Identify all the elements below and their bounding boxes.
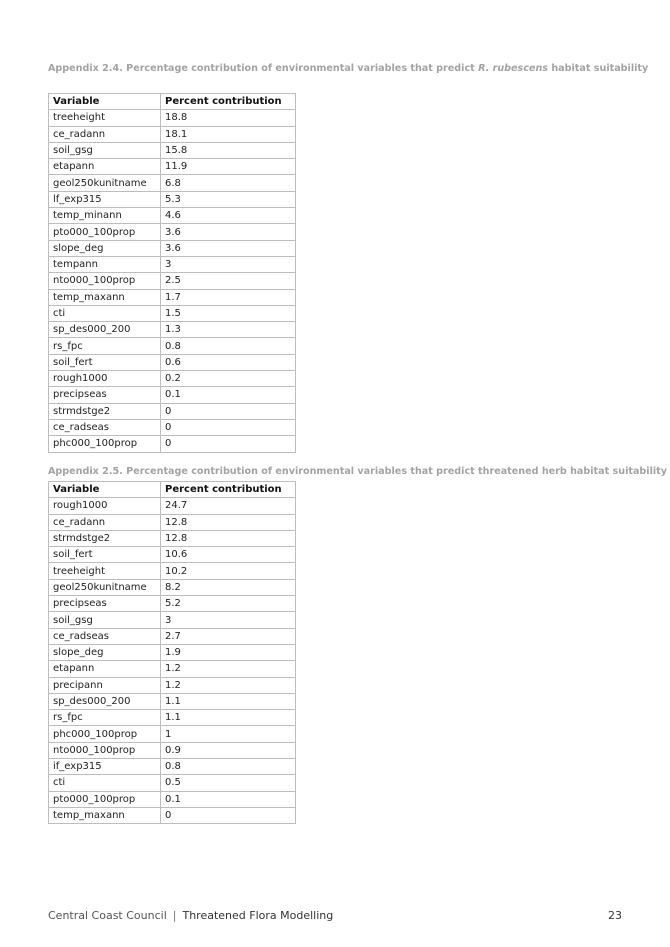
table-row — [49, 547, 296, 563]
appendix-2-5-table — [48, 481, 296, 824]
variable-cell: precipann — [49, 677, 161, 693]
table-row — [49, 159, 296, 175]
percent-cell: 3.6 — [161, 224, 296, 240]
variable-cell: temp_maxann — [49, 807, 161, 823]
variable-cell: slope_deg — [49, 240, 161, 256]
table-row — [49, 661, 296, 677]
table-row — [49, 338, 296, 354]
table-row — [49, 436, 296, 452]
variable-cell: phc000_100prop — [49, 726, 161, 742]
table-row — [49, 530, 296, 546]
variable-cell: geol250kunitname — [49, 175, 161, 191]
percent-cell: 0 — [161, 403, 296, 419]
appendix-2-5-caption: Appendix 2.5. Percentage contribution of environmental variables that predict threatened herb habitat suitability — [48, 466, 668, 477]
percent-cell: 1.3 — [161, 322, 296, 338]
variable-cell: ce_radann — [49, 126, 161, 142]
table-row — [49, 596, 296, 612]
caption-prefix: Appendix 2.4. Percentage contribution of environmental variables that predict — [48, 63, 479, 74]
percent-cell: 6.8 — [161, 175, 296, 191]
table-row — [49, 742, 296, 758]
percent-cell: 3.6 — [161, 240, 296, 256]
percent-cell: 1.1 — [161, 710, 296, 726]
table-row — [49, 791, 296, 807]
variable-cell: geol250kunitname — [49, 579, 161, 595]
percent-cell: 0.5 — [161, 775, 296, 791]
variable-cell: nto000_100prop — [49, 273, 161, 289]
percent-cell: 3 — [161, 256, 296, 272]
variable-cell: rs_fpc — [49, 338, 161, 354]
variable-cell: slope_deg — [49, 644, 161, 660]
table-row — [49, 644, 296, 660]
variable-cell: temp_maxann — [49, 289, 161, 305]
table-row — [49, 563, 296, 579]
table-row — [49, 710, 296, 726]
column-header-variable: Variable — [49, 94, 161, 110]
variable-cell: precipseas — [49, 596, 161, 612]
table-row — [49, 387, 296, 403]
page-footer — [48, 909, 333, 922]
page-number: 23 — [608, 909, 622, 922]
table-row — [49, 726, 296, 742]
table-row — [49, 305, 296, 321]
percent-cell: 12.8 — [161, 514, 296, 530]
variable-cell: pto000_100prop — [49, 791, 161, 807]
variable-cell: ce_radseas — [49, 628, 161, 644]
table-row — [49, 126, 296, 142]
percent-cell: 1.2 — [161, 661, 296, 677]
percent-cell: 18.8 — [161, 110, 296, 126]
variable-cell: tempann — [49, 256, 161, 272]
percent-cell: 10.6 — [161, 547, 296, 563]
percent-cell: 2.7 — [161, 628, 296, 644]
variable-cell: soil_gsg — [49, 142, 161, 158]
table-row — [49, 775, 296, 791]
percent-cell: 0 — [161, 807, 296, 823]
variable-cell: treeheight — [49, 563, 161, 579]
variable-cell: sp_des000_200 — [49, 322, 161, 338]
variable-cell: precipseas — [49, 387, 161, 403]
appendix-2-4-caption — [48, 63, 648, 74]
percent-cell: 0.6 — [161, 354, 296, 370]
table-row — [49, 759, 296, 775]
percent-cell: 10.2 — [161, 563, 296, 579]
variable-cell: ce_radseas — [49, 419, 161, 435]
variable-cell: phc000_100prop — [49, 436, 161, 452]
table-row — [49, 322, 296, 338]
table-header-row — [49, 482, 296, 498]
variable-cell: ce_radann — [49, 514, 161, 530]
percent-cell: 0.9 — [161, 742, 296, 758]
table-row — [49, 354, 296, 370]
variable-cell: cti — [49, 775, 161, 791]
percent-cell: 3 — [161, 612, 296, 628]
variable-cell: cti — [49, 305, 161, 321]
variable-cell: etapann — [49, 661, 161, 677]
percent-cell: 12.8 — [161, 530, 296, 546]
table-row — [49, 628, 296, 644]
table-header-row — [49, 94, 296, 110]
variable-cell: soil_fert — [49, 547, 161, 563]
appendix-2-4-table — [48, 93, 296, 453]
variable-cell: strmdstge2 — [49, 530, 161, 546]
table-row — [49, 677, 296, 693]
percent-cell: 1.1 — [161, 693, 296, 709]
percent-cell: 18.1 — [161, 126, 296, 142]
variable-cell: sp_des000_200 — [49, 693, 161, 709]
percent-cell: 1 — [161, 726, 296, 742]
table-row — [49, 191, 296, 207]
percent-cell: 0 — [161, 436, 296, 452]
column-header-variable: Variable — [49, 482, 161, 498]
caption-species-name: R. rubescens — [478, 63, 548, 74]
percent-cell: 8.2 — [161, 579, 296, 595]
percent-cell: 1.7 — [161, 289, 296, 305]
table-row — [49, 403, 296, 419]
percent-cell: 0.8 — [161, 338, 296, 354]
percent-cell: 1.2 — [161, 677, 296, 693]
percent-cell: 15.8 — [161, 142, 296, 158]
variable-cell: rs_fpc — [49, 710, 161, 726]
table-row — [49, 579, 296, 595]
variable-cell: nto000_100prop — [49, 742, 161, 758]
table-row — [49, 256, 296, 272]
percent-cell: 0.1 — [161, 791, 296, 807]
table-row — [49, 289, 296, 305]
column-header-percent: Percent contribution — [161, 94, 296, 110]
variable-cell: rough1000 — [49, 371, 161, 387]
table-row — [49, 419, 296, 435]
variable-cell: temp_minann — [49, 208, 161, 224]
table-row — [49, 693, 296, 709]
table-row — [49, 498, 296, 514]
table-row — [49, 612, 296, 628]
percent-cell: 4.6 — [161, 208, 296, 224]
percent-cell: 24.7 — [161, 498, 296, 514]
table-row — [49, 175, 296, 191]
variable-cell: soil_gsg — [49, 612, 161, 628]
variable-cell: soil_fert — [49, 354, 161, 370]
percent-cell: 11.9 — [161, 159, 296, 175]
table-row — [49, 224, 296, 240]
percent-cell: 5.3 — [161, 191, 296, 207]
percent-cell: 2.5 — [161, 273, 296, 289]
percent-cell: 0 — [161, 419, 296, 435]
percent-cell: 1.9 — [161, 644, 296, 660]
table-row — [49, 142, 296, 158]
table-row — [49, 240, 296, 256]
percent-cell: 0.1 — [161, 387, 296, 403]
table-row — [49, 110, 296, 126]
variable-cell: if_exp315 — [49, 759, 161, 775]
table-row — [49, 371, 296, 387]
table-row — [49, 208, 296, 224]
variable-cell: pto000_100prop — [49, 224, 161, 240]
percent-cell: 0.2 — [161, 371, 296, 387]
percent-cell: 0.8 — [161, 759, 296, 775]
footer-organization: Central Coast Council — [48, 909, 167, 922]
variable-cell: lf_exp315 — [49, 191, 161, 207]
variable-cell: treeheight — [49, 110, 161, 126]
footer-document-title: Threatened Flora Modelling — [182, 909, 334, 922]
percent-cell: 1.5 — [161, 305, 296, 321]
variable-cell: strmdstge2 — [49, 403, 161, 419]
column-header-percent: Percent contribution — [161, 482, 296, 498]
variable-cell: etapann — [49, 159, 161, 175]
percent-cell: 5.2 — [161, 596, 296, 612]
table-row — [49, 273, 296, 289]
footer-separator: | — [172, 909, 177, 922]
caption-suffix: habitat suitability — [548, 63, 649, 74]
table-row — [49, 514, 296, 530]
table-row — [49, 807, 296, 823]
variable-cell: rough1000 — [49, 498, 161, 514]
